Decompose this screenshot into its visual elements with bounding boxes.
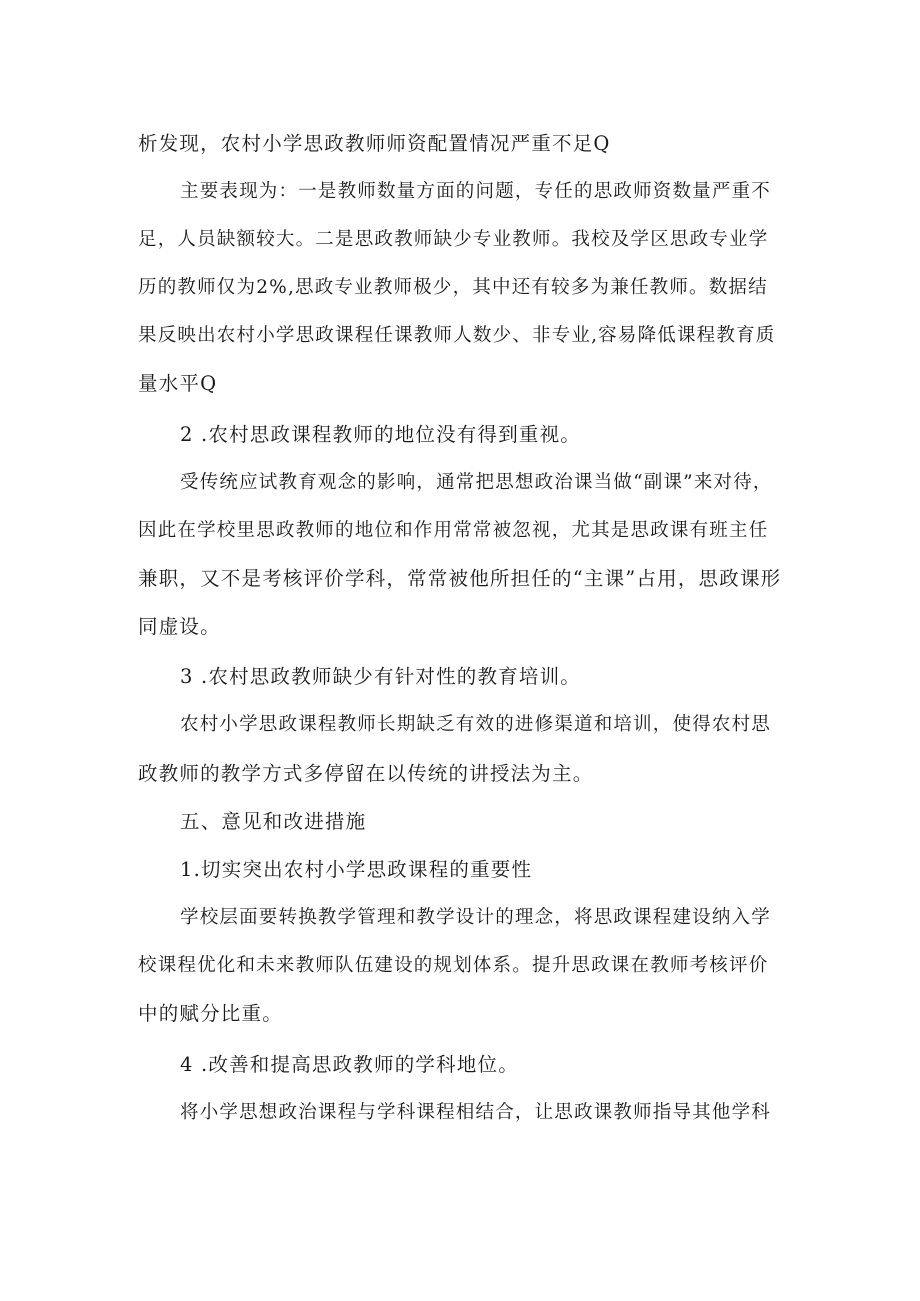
text-line: 量水平Q: [138, 372, 218, 395]
text-line: 析发现，农村小学思政教师师资配置情况严重不足Q: [138, 132, 611, 155]
text-line: 兼职，又不是考核评价学科，常常被他所担任的“主课”占用，思政课形: [138, 567, 782, 590]
text-line: 同虚设。: [138, 615, 221, 638]
text-line: 因此在学校里思政教师的地位和作用常常被忽视，尤其是思政课有班主任: [138, 520, 769, 541]
text-line: 果反映出农村小学思政课程任课教师人数少、非专业,容易降低课程教育质: [138, 325, 776, 346]
text-line: 历的教师仅为2%,思政专业教师极少，其中还有较多为兼任教师。数据结: [138, 277, 768, 298]
numbered-heading: 2 .农村思政课程教师的地位没有得到重视。: [180, 423, 582, 446]
section-heading: 五、意见和改进措施: [180, 810, 367, 833]
text-line: 学校层面要转换教学管理和教学设计的理念，将思政课程建设纳入学: [180, 907, 772, 928]
text-line: 政教师的教学方式多停留在以传统的讲授法为主。: [138, 762, 594, 785]
text-line: 将小学思想政治课程与学科课程相结合，让思政课教师指导其他学科: [180, 1102, 772, 1123]
text-line: 足，人员缺额较大。二是思政教师缺少专业教师。我校及学区思政专业学: [138, 229, 769, 250]
numbered-heading: 3 .农村思政教师缺少有针对性的教育培训。: [180, 665, 582, 688]
numbered-heading: 1.切实突出农村小学思政课程的重要性: [180, 858, 533, 881]
text-line: 农村小学思政课程教师长期缺乏有效的进修渠道和培训，使得农村思: [180, 714, 772, 735]
text-line: 主要表现为：一是教师数量方面的问题，专任的思政师资数量严重不: [180, 181, 772, 202]
text-line: 校课程优化和未来教师队伍建设的规划体系。提升思政课在教师考核评价: [138, 955, 769, 976]
text-line: 受传统应试教育观念的影响，通常把思想政治课当做“副课”来对待，: [180, 472, 773, 493]
numbered-heading: 4 .改善和提高思政教师的学科地位。: [180, 1053, 519, 1076]
text-line: 中的赋分比重。: [138, 1002, 283, 1025]
